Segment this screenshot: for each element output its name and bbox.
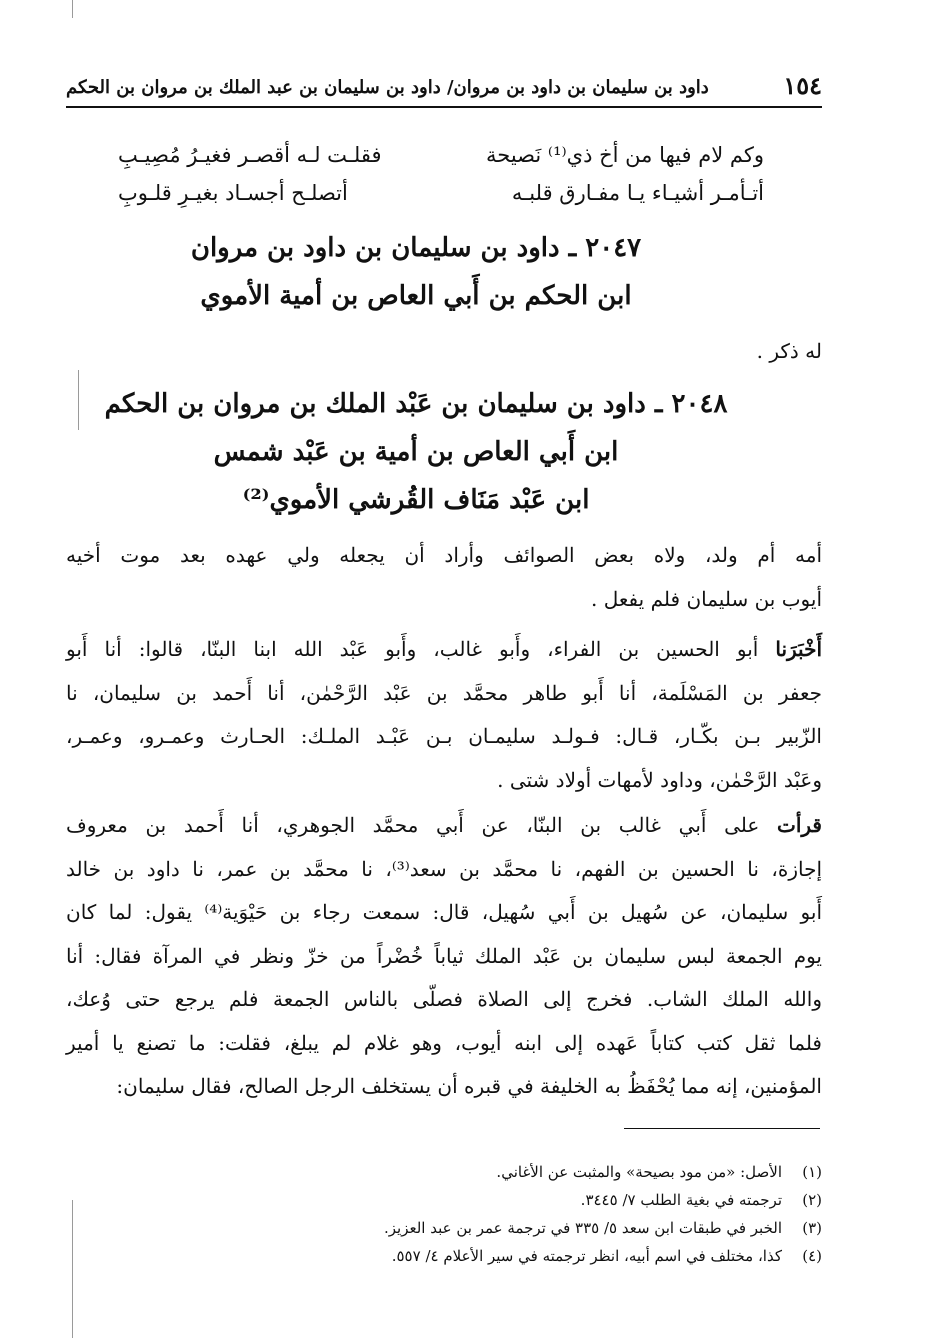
paragraph-line: والله الملك الشاب. فخرج إلى الصلاة فصلّى بالناس الجمعة فلم يرجع حتى وُعك، bbox=[66, 987, 822, 1011]
entry-heading-line: ٢٠٤٨ ـ داود بن سليمان بن عَبْد الملك بن مروان بن الحكم bbox=[104, 389, 728, 419]
paragraph-line bbox=[66, 628, 822, 672]
footnotes bbox=[66, 1158, 822, 1270]
paragraph-lead-word: أَخْبَرَنا bbox=[775, 637, 822, 661]
paragraph-line-text: على أَبي غالب بن البنّا، عن أَبي محمَّد الجوهري، أنا أَحمد بن معروف bbox=[66, 813, 760, 837]
paragraph-mother bbox=[66, 534, 822, 621]
footnote bbox=[66, 1186, 822, 1214]
scan-edge-top-left bbox=[72, 0, 73, 18]
footnote bbox=[66, 1158, 822, 1186]
paragraph-line bbox=[66, 804, 822, 848]
footnote-text: ترجمته في بغية الطلب ٧/ ٣٤٤٥. bbox=[580, 1191, 782, 1209]
paragraph-line: أمه أم ولد، ولاه بعض الصوائف وأراد أن يجعله ولي عهده بعد موت أخيه bbox=[66, 543, 822, 567]
paragraph-line: أيوب بن سليمان فلم يفعل . bbox=[591, 586, 822, 611]
footnote bbox=[66, 1242, 822, 1270]
footnote-text: كذا، مختلف في اسم أبيه، انظر ترجمته في سير الأعلام ٤/ ٥٥٧. bbox=[391, 1247, 782, 1265]
footnote-number: (٤) bbox=[802, 1247, 822, 1265]
verse-row bbox=[118, 138, 764, 172]
paragraph-akhbarana bbox=[66, 628, 822, 802]
paragraph-line: أَبو سليمان، عن سُهيل بن أَبي سُهيل، قال: سمعت رجاء بن حَيْوَية⁽⁴⁾ يقول: لما كان bbox=[66, 900, 823, 924]
footnote-separator bbox=[624, 1128, 820, 1129]
verse-second-hemistich: أتصلـح أجسـاد بغيـرِ قلـوبِ bbox=[118, 181, 348, 205]
footnote-number: (٣) bbox=[802, 1219, 822, 1237]
paragraph-qaraat bbox=[66, 804, 822, 1109]
paragraph-line: الزّبير بـن بكّـار، قـال: فـولـد سليمـان بـن عَبْـد الملـك: الحـارث وعمـرو، وعمـر، bbox=[66, 724, 822, 748]
verse-first-hemistich: أتـأمـر أشيـاء يـا مفـارق قلبـه bbox=[511, 181, 764, 205]
paragraph-line: وعَبْد الرَّحْمٰن، وداود لأمهات أولاد شتى . bbox=[497, 767, 822, 792]
paragraph-line: يوم الجمعة لبس سليمان بن عَبْد الملك ثياباً خُضْراً من خزّ ونظر في المرآة فقال: أنا bbox=[66, 943, 822, 968]
entry-heading-line: ابن عَبْد مَنَاف القُرشي الأموي⁽²⁾ bbox=[242, 485, 590, 515]
entry-2047-text: له ذكر . bbox=[756, 339, 822, 363]
footnote-text: الخبر في طبقات ابن سعد ٥/ ٣٣٥ في ترجمة عمر بن عبد العزيز. bbox=[383, 1219, 782, 1237]
footnote-number: (١) bbox=[802, 1163, 822, 1181]
paragraph-line: المؤمنين، إنه مما يُحْفَظُ به الخليفة في قبره أن يستخلف الرجل الصالح، فقال سليمان: bbox=[116, 1074, 822, 1098]
footnote bbox=[66, 1214, 822, 1242]
verse-first-hemistich: وكم لام فيها من أخ ذي⁽¹⁾ نَصيحة bbox=[486, 143, 764, 167]
running-title: داود بن سليمان بن داود بن مروان/ داود بن سليمان بن عبد الملك بن مروان بن الحكم bbox=[66, 77, 709, 98]
entry-heading-line: ابن أَبي العاص بن أمية بن عَبْد شمس bbox=[213, 437, 619, 467]
footnote-text: الأصل: «من مود بصيحة» والمثبت عن الأغاني. bbox=[496, 1163, 782, 1181]
paragraph-line: فلما ثقل كتب كتاباً عَهده إلى ابنه أيوب، وهو غلام لم يبلغ، فقلت: ما تصنع يا أمير bbox=[66, 1030, 822, 1055]
paragraph-line: إجازة، نا الحسين بن الفهم، نا محمَّد بن سعد⁽³⁾، نا محمَّد بن عمر، نا داود بن خالد bbox=[66, 856, 822, 881]
paragraph-lead-word: قرأت bbox=[777, 813, 822, 837]
entry-heading-2047 bbox=[66, 224, 766, 320]
header-rule bbox=[66, 106, 822, 108]
verse-second-hemistich: فقلـت لـه أقصـر فغيـرُ مُصِيـبِ bbox=[118, 143, 382, 167]
page-header bbox=[66, 70, 822, 106]
footnote-number: (٢) bbox=[802, 1191, 822, 1209]
page-number: ١٥٤ bbox=[783, 71, 822, 100]
paragraph-line: جعفر بن المَسْلَمة، أنا أَبو طاهر محمَّد بن عَبْد الرَّحْمٰن، أنا أَحمد بن سليمان، نا bbox=[66, 680, 822, 705]
entry-heading-2048 bbox=[66, 380, 766, 524]
verse-row bbox=[118, 176, 764, 210]
entry-heading-line: ابن الحكم بن أَبي العاص بن أمية الأموي bbox=[200, 281, 632, 311]
entry-heading-line: ٢٠٤٧ ـ داود بن سليمان بن داود بن مروان bbox=[190, 233, 642, 263]
paragraph-line-text: أبو الحسين بن الفراء، وأَبو غالب، وأَبو عَبْد الله ابنا البنّا، قالوا: أنا أَبو bbox=[66, 637, 759, 661]
